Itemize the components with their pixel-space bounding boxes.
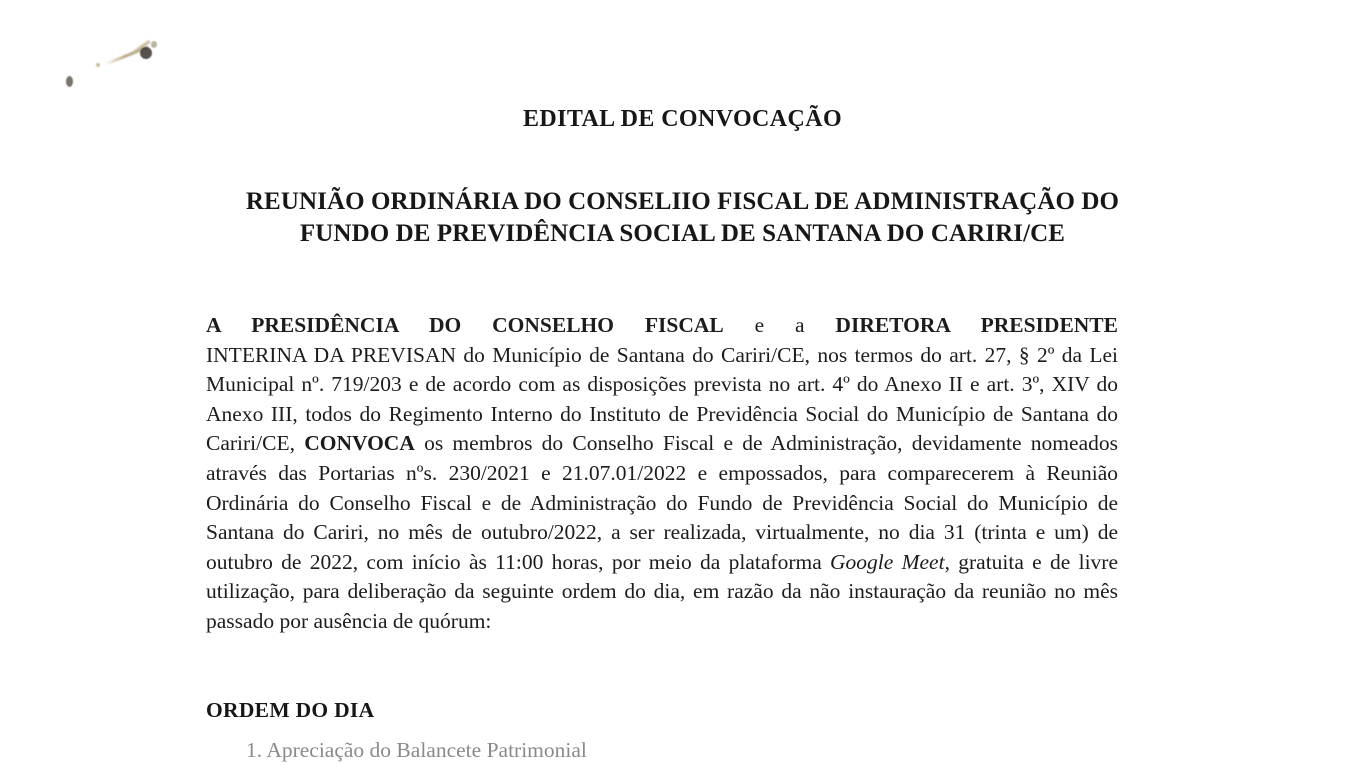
convocation-lead-line bbox=[206, 311, 1118, 341]
lead-connector: e a bbox=[723, 313, 836, 337]
paragraph-part-1: INTERINA DA PREVISAN do Município de Santana do Cariri/CE, nos termos do art. 27, § 2º da Lei Municipal nº. 719/203 e de acordo com as disposições prevista no art. 4º do Anexo II e art. 3º, XIV do Anexo III, todos do Regimento Interno do Instituto de Previdência Social do Município de Santana do Cariri/CE, bbox=[206, 342, 1118, 456]
document-title-block bbox=[0, 104, 1365, 250]
convocation-paragraph bbox=[206, 311, 1118, 637]
ink-speck bbox=[66, 76, 73, 87]
ink-speck bbox=[151, 41, 157, 48]
convoca-emphasis: CONVOCA bbox=[304, 431, 415, 456]
ink-speck bbox=[96, 63, 100, 67]
document-subtitle-line-2: FUNDO DE PREVIDÊNCIA SOCIAL DE SANTANA DO CARIRI/CE bbox=[299, 220, 1066, 247]
presidency-council-caps: A PRESIDÊNCIA DO CONSELHO FISCAL bbox=[206, 313, 724, 337]
director-president-caps: DIRETORA PRESIDENTE bbox=[835, 313, 1118, 337]
clipped-bottom-line-text: 1. Apreciação do Balancete Patrimonial bbox=[246, 738, 587, 762]
paragraph-part-2: os membros do Conselho Fiscal e de Administração, devidamente nomeados através das Portarias nºs. 230/2021 e 21.07.01/2022 e empossados, para comparecerem à Reunião Ordinária do Conselho Fiscal e de Administração do Fundo de Previdência Social do Município de Santana do Cariri, no mês de outubro/2022, a ser realizada, virtualmente, no dia 31 (trinta e um) de outubro de 2022, com início às 11:00 horas, por meio da plataforma bbox=[206, 431, 1118, 574]
clipped-bottom-line bbox=[246, 738, 946, 765]
document-title: EDITAL DE CONVOCAÇÃO bbox=[522, 106, 843, 132]
scan-artifact-smudge bbox=[52, 30, 172, 90]
document-subtitle bbox=[0, 186, 1365, 250]
document-body bbox=[206, 311, 1118, 637]
document-subtitle-line-1: REUNIÃO ORDINÁRIA DO CONSELIIO FISCAL DE ADMINISTRAÇÃO DO bbox=[245, 188, 1120, 215]
scan-artifact-streak bbox=[105, 45, 149, 65]
paragraph-part-3: , gratuita e de livre utilização, para deliberação da seguinte ordem do dia, em razão da não instauração da reunião no mês passado por ausência de quórum: bbox=[206, 549, 1118, 633]
ink-speck bbox=[140, 47, 152, 59]
scan-artifact-streak-secondary bbox=[127, 40, 150, 57]
section-heading-ordem-do-dia: ORDEM DO DIA bbox=[206, 698, 375, 722]
platform-name: Google Meet bbox=[830, 549, 945, 574]
